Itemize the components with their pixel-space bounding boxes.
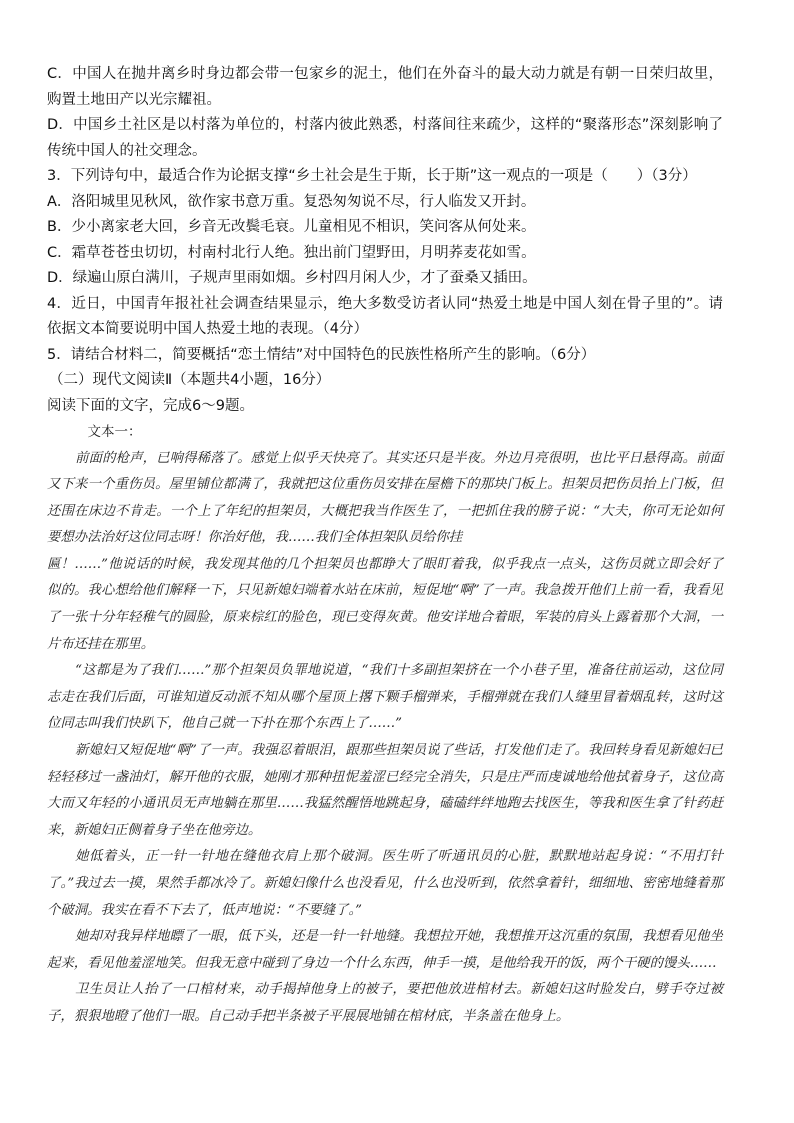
- question-3-option-b: B．少小离家老大回，乡音无改鬓毛衰。儿童相见不相识，笑问客从何处来。: [47, 219, 536, 235]
- question-3-option-d: D．绿遍山原白满川，子规声里雨如烟。乡村四月闲人少，才了蚕桑又插田。: [47, 270, 537, 286]
- reading-instruction: 阅读下面的文字，完成6～9题。: [47, 397, 254, 414]
- section-heading: （二）现代文阅读Ⅱ（本题共4小题，16分）: [49, 372, 331, 388]
- text-one-label: 文本一：: [87, 424, 142, 440]
- passage-paragraph-2: “这都是为了我们……”那个担架员负罪地说道，“我们十多副担架挤在一个小巷子里，准备往前运动，这位同志走在我们后面，可谁知道反动派不知从哪个屋顶上撂下颗手榴弹来，手榴弹就在我们人缝里冒着烟乱转，这时这位同志叫我们快趴下，他自己就一下扑在那个东西上了……”: [47, 663, 723, 732]
- passage-paragraph-6: 卫生员让人抬了一口棺材来，动手揭掉他身上的被子，要把他放进棺材去。新媳妇这时脸发白，劈手夺过被子，狠狠地瞪了他们一眼。自己动手把半条被子平展展地铺在棺材底，半条盖在他身上。: [47, 982, 723, 1024]
- passage-paragraph-1-continued: 匾！……”他说话的时候，我发现其他的几个担架员也都睁大了眼盯着我，似乎我点一点头，这伤员就立即会好了似的。我心想给他们解释一下，只见新媳妇端着水站在床前，短促地“啊”了一声。我急拨开他们上前一看，我看见了一张十分年轻稚气的圆脸，原来棕红的脸色，现已变得灰黄。他安详地合着眼，军装的肩头上露着那个大洞，一片布还挂在那里。: [47, 556, 723, 652]
- question-3-option-a: A．洛阳城里见秋风，欲作家书意万重。复恐匆匆说不尽，行人临发又开封。: [47, 193, 536, 210]
- question-4: 4．近日，中国青年报社社会调查结果显示，绝大多数受访者认同“热爱土地是中国人刻在骨子里的”。请依据文本简要说明中国人热爱土地的表现。（4分）: [47, 295, 723, 337]
- option-d: D．中国乡土社区是以村落为单位的，村落内彼此熟悉，村落间往来疏少，这样的“聚落形态”深刻影响了传统中国人的社交理念。: [47, 117, 723, 159]
- question-5: 5．请结合材料二，简要概括“恋土情结”对中国特色的民族性格所产生的影响。（6分）: [47, 346, 596, 363]
- document-content: [47, 62, 723, 1031]
- passage-paragraph-5: 她却对我异样地瞟了一眼，低下头，还是一针一针地缝。我想拉开她，我想推开这沉重的氛围，我想看见他坐起来，看见他羞涩地笑。但我无意中碰到了身边一个什么东西，伸手一摸，是他给我开的饭，两个干硬的馒头……: [47, 929, 723, 971]
- passage-paragraph-4: 她低着头，正一针一针地在缝他衣肩上那个破洞。医生听了听通讯员的心脏，默默地站起身说：“不用打针了。”我过去一摸，果然手都冰冷了。新媳妇像什么也没看见，什么也没听到，依然拿着针，细细地、密密地缝着那个破洞。我实在看不下去了，低声地说：“不要缝了。”: [47, 849, 723, 918]
- question-3-option-c: C．霜草苍苍虫切切，村南村北行人绝。独出前门望野田，月明荞麦花如雪。: [47, 244, 536, 261]
- question-3: 3．下列诗句中，最适合作为论据支撑“乡土社会是生于斯，长于斯”这一观点的一项是（ ）（3分）: [47, 168, 697, 184]
- option-c: C．中国人在抛井离乡时身边都会带一包家乡的泥土，他们在外奋斗的最大动力就是有朝一日荣归故里，购置土地田产以光宗耀祖。: [47, 66, 723, 108]
- passage-paragraph-3: 新媳妇又短促地“啊”了一声。我强忍着眼泪，跟那些担架员说了些话，打发他们走了。我回转身看见新媳妇已轻轻移过一盏油灯，解开他的衣服，她刚才那种扭怩羞涩已经完全消失，只是庄严而虔诚地给他拭着身子，这位高大而又年轻的小通讯员无声地躺在那里……我猛然醒悟地跳起身，磕磕绊绊地跑去找医生，等我和医生拿了针药赶来，新媳妇正侧着身子坐在他旁边。: [47, 743, 723, 838]
- passage-paragraph-1: 前面的枪声，已响得稀落了。感觉上似乎天快亮了。其实还只是半夜。外边月亮很明，也比平日悬得高。前面又下来一个重伤员。屋里铺位都满了，我就把这位重伤员安排在屋檐下的那块门板上。担架员把伤员抬上门板，但还围在床边不肯走。一个上了年纪的担架员，大概把我当作医生了，一把抓住我的膀子说：“大夫，你可无论如何要想办法治好这位同志呀！你治好他，我……我们全体担架队员给你挂: [47, 450, 723, 546]
